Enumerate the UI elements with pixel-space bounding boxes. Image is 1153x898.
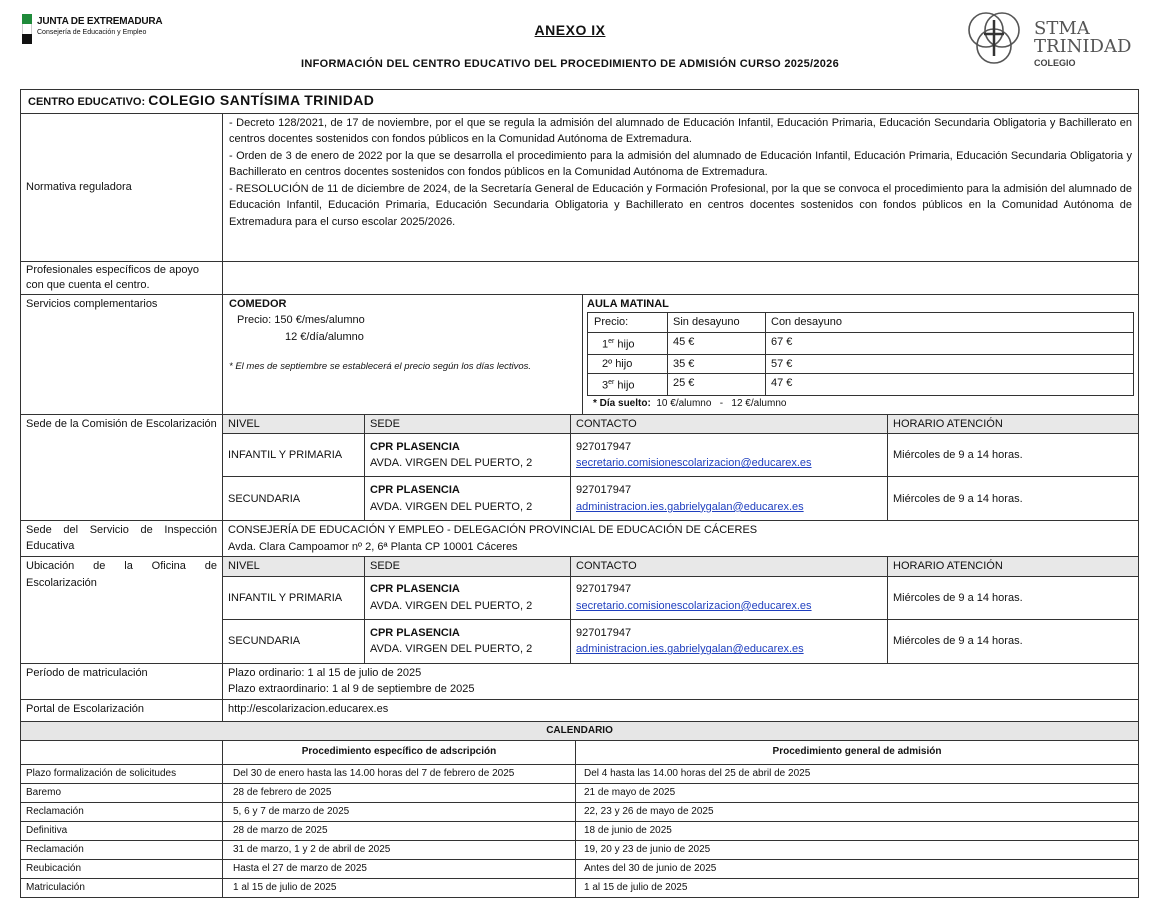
comision-sede-address-1: AVDA. VIRGEN DEL PUERTO, 2 xyxy=(370,457,533,470)
portal-row xyxy=(21,699,1139,721)
comision-nivel-1: INFANTIL Y PRIMARIA xyxy=(223,434,365,477)
calendario-general-1: Del 4 hasta las 14.00 horas del 25 de abril de 2025 xyxy=(576,764,1139,783)
calendario-label-1: Plazo formalización de solicitudes xyxy=(21,764,223,783)
comision-col-sede: SEDE xyxy=(365,414,571,434)
logo-text-trinidad: TRINIDAD xyxy=(1034,36,1132,57)
comision-phone-2: 927017947 xyxy=(576,484,632,497)
comision-col-horario: HORARIO ATENCIÓN xyxy=(888,414,1139,434)
comision-sede-name-2: CPR PLASENCIA xyxy=(370,484,460,497)
dia-suelto-label: * Día suelto: xyxy=(593,398,651,410)
logo-consejeria-name: Consejería de Educación y Empleo xyxy=(37,29,147,36)
oficina-sede-address-1: AVDA. VIRGEN DEL PUERTO, 2 xyxy=(370,599,533,612)
oficina-sede-address-2: AVDA. VIRGEN DEL PUERTO, 2 xyxy=(370,643,533,656)
calendario-adscripcion-5: 31 de marzo, 1 y 2 de abril de 2025 xyxy=(223,840,576,859)
calendario-row-reclamacion-2 xyxy=(21,840,1139,859)
calendario-general-6: Antes del 30 de junio de 2025 xyxy=(576,859,1139,878)
oficina-email-link-1[interactable]: secretario.comisionescolarizacion@educarex.es xyxy=(576,599,812,612)
comedor-price-day: 12 €/día/alumno xyxy=(285,330,364,343)
inspeccion-line2: Avda. Clara Campoamor nº 2, 6ª Planta CP 10001 Cáceres xyxy=(228,540,518,553)
calendario-general-2: 21 de mayo de 2025 xyxy=(576,783,1139,802)
comision-horario-2: Miércoles de 9 a 14 horas. xyxy=(888,477,1139,521)
normativa-decreto: - Decreto 128/2021, de 17 de noviembre, por el que se regula la admisión del alumnado de Educación Infantil, Educación Primaria, Educación Secundaria Obligatoria y Bachillerato en centros docentes sostenidos con fondos públicos en la Comunidad Autónoma de Extremadura. xyxy=(229,116,1133,145)
inspeccion-line1: CONSEJERÍA DE EDUCACIÓN Y EMPLEO - DELEGACIÓN PROVINCIAL DE EDUCACIÓN DE CÁCERES xyxy=(228,524,758,537)
calendario-general-4: 18 de junio de 2025 xyxy=(576,821,1139,840)
calendario-adscripcion-7: 1 al 15 de julio de 2025 xyxy=(223,878,576,897)
aula-head-precio: Precio: xyxy=(588,313,668,333)
profesionales-value xyxy=(223,261,1139,294)
oficina-col-nivel: NIVEL xyxy=(223,557,365,577)
comedor-title: COMEDOR xyxy=(229,297,287,310)
document-title: ANEXO IX xyxy=(534,22,606,38)
aula-matinal-head xyxy=(588,313,1134,333)
calendario-col-general: Procedimiento general de admisión xyxy=(576,740,1139,764)
centro-name: COLEGIO SANTÍSIMA TRINIDAD xyxy=(148,92,375,108)
logo-text-stma: STMA xyxy=(1034,18,1090,39)
oficina-header-row xyxy=(21,557,1139,577)
comision-col-contacto: CONTACTO xyxy=(571,414,888,434)
centro-label: CENTRO EDUCATIVO: xyxy=(28,96,146,108)
calendario-label-6: Reubicación xyxy=(21,859,223,878)
calendario-row-reclamacion-1 xyxy=(21,802,1139,821)
comision-email-link-2[interactable]: administracion.ies.gabrielygalan@educarex.es xyxy=(576,500,804,513)
comision-col-nivel: NIVEL xyxy=(223,414,365,434)
aula-row-1 xyxy=(588,332,1134,354)
matriculacion-ordinario: Plazo ordinario: 1 al 15 de julio de 2025 xyxy=(228,666,422,679)
comedor-note: * El mes de septiembre se establecerá el precio según los días lectivos. xyxy=(229,361,532,372)
calendario-row-definitiva xyxy=(21,821,1139,840)
dia-suelto xyxy=(587,396,1134,413)
oficina-horario-2: Miércoles de 9 a 14 horas. xyxy=(888,619,1139,663)
oficina-phone-2: 927017947 xyxy=(576,626,632,639)
calendario-row-reubicacion xyxy=(21,859,1139,878)
calendario-adscripcion-6: Hasta el 27 de marzo de 2025 xyxy=(223,859,576,878)
calendario-adscripcion-2: 28 de febrero de 2025 xyxy=(223,783,576,802)
colegio-logo xyxy=(962,6,1142,74)
oficina-col-contacto: CONTACTO xyxy=(571,557,888,577)
dia-suelto-value: 10 €/alumno - 12 €/alumno xyxy=(656,398,787,410)
portal-label: Portal de Escolarización xyxy=(21,699,223,721)
aula-sin-3: 25 € xyxy=(668,374,766,396)
trinity-rings-icon xyxy=(962,6,1034,74)
document-subtitle: INFORMACIÓN DEL CENTRO EDUCATIVO DEL PROCEDIMIENTO DE ADMISIÓN CURSO 2025/2026 xyxy=(300,58,840,70)
aula-sin-1: 45 € xyxy=(668,332,766,354)
calendario-adscripcion-4: 28 de marzo de 2025 xyxy=(223,821,576,840)
profesionales-row xyxy=(21,261,1139,294)
comision-email-link-1[interactable]: secretario.comisionescolarizacion@educarex.es xyxy=(576,457,812,470)
normativa-label: Normativa reguladora xyxy=(21,113,223,261)
calendario-header-row xyxy=(21,740,1139,764)
logo-text-colegio: COLEGIO xyxy=(1034,58,1076,68)
calendario-label-4: Definitiva xyxy=(21,821,223,840)
aula-row-3 xyxy=(588,374,1134,396)
calendario-col-adscripcion: Procedimiento específico de adscripción xyxy=(223,740,576,764)
calendario-row-solicitudes xyxy=(21,764,1139,783)
comision-horario-1: Miércoles de 9 a 14 horas. xyxy=(888,434,1139,477)
oficina-nivel-2: SECUNDARIA xyxy=(223,619,365,663)
aula-sin-2: 35 € xyxy=(668,354,766,374)
oficina-horario-1: Miércoles de 9 a 14 horas. xyxy=(888,576,1139,619)
oficina-nivel-1: INFANTIL Y PRIMARIA xyxy=(223,576,365,619)
aula-row-2 xyxy=(588,354,1134,374)
comision-sede-name-1: CPR PLASENCIA xyxy=(370,440,460,453)
inspeccion-label: Sede del Servicio de Inspección Educativa xyxy=(21,521,223,557)
calendario-general-7: 1 al 15 de julio de 2025 xyxy=(576,878,1139,897)
aula-con-3: 47 € xyxy=(766,374,1134,396)
inspeccion-row xyxy=(21,521,1139,557)
aula-matinal-prices xyxy=(587,312,1134,396)
centro-row xyxy=(21,90,1139,114)
calendario-label-2: Baremo xyxy=(21,783,223,802)
comision-label: Sede de la Comisión de Escolarización xyxy=(21,414,223,521)
comedor-price-month: Precio: 150 €/mes/alumno xyxy=(237,314,365,326)
calendario-adscripcion-1: Del 30 de enero hasta las 14.00 horas del 7 de febrero de 2025 xyxy=(223,764,576,783)
admission-info-table xyxy=(20,89,1139,898)
aula-head-con: Con desayuno xyxy=(766,313,1134,333)
servicios-label: Servicios complementarios xyxy=(21,294,223,414)
aula-hijo-1: 1er hijo xyxy=(588,332,668,354)
comision-nivel-2: SECUNDARIA xyxy=(223,477,365,521)
matriculacion-label: Período de matriculación xyxy=(21,663,223,699)
calendario-label-5: Reclamación xyxy=(21,840,223,859)
aula-hijo-3: 3er hijo xyxy=(588,374,668,396)
comision-header-row xyxy=(21,414,1139,434)
calendario-adscripcion-3: 5, 6 y 7 de marzo de 2025 xyxy=(223,802,576,821)
calendario-title: CALENDARIO xyxy=(21,721,1139,740)
aula-con-1: 67 € xyxy=(766,332,1134,354)
oficina-sede-name-2: CPR PLASENCIA xyxy=(370,626,460,639)
oficina-sede-name-1: CPR PLASENCIA xyxy=(370,583,460,596)
oficina-col-horario: HORARIO ATENCIÓN xyxy=(888,557,1139,577)
calendario-title-row xyxy=(21,721,1139,740)
aula-con-2: 57 € xyxy=(766,354,1134,374)
calendario-row-baremo xyxy=(21,783,1139,802)
calendario-row-matriculacion xyxy=(21,878,1139,897)
oficina-col-sede: SEDE xyxy=(365,557,571,577)
matriculacion-extraordinario: Plazo extraordinario: 1 al 9 de septiembre de 2025 xyxy=(228,683,475,696)
aula-matinal-title: AULA MATINAL xyxy=(587,297,669,310)
calendario-label-3: Reclamación xyxy=(21,802,223,821)
comision-phone-1: 927017947 xyxy=(576,440,632,453)
calendario-general-3: 22, 23 y 26 de mayo de 2025 xyxy=(576,802,1139,821)
logo-junta-name: JUNTA DE EXTREMADURA xyxy=(37,16,163,27)
aula-head-sin: Sin desayuno xyxy=(668,313,766,333)
oficina-phone-1: 927017947 xyxy=(576,583,632,596)
oficina-label: Ubicación de la Oficina de Escolarización xyxy=(21,557,223,664)
profesionales-label: Profesionales específicos de apoyo con que cuenta el centro. xyxy=(21,261,223,294)
normativa-orden: - Orden de 3 de enero de 2022 por la que se desarrolla el procedimiento para la admisión del alumnado de Educación Infantil, Educación Primaria, Educación Secundaria Obligatoria y Bachillerato en centros docentes sostenidos con fondos públicos en la Comunidad Autónoma de Extremadura. xyxy=(229,149,1133,178)
portal-url[interactable]: http://escolarizacion.educarex.es xyxy=(223,699,1139,721)
calendario-label-7: Matriculación xyxy=(21,878,223,897)
normativa-row xyxy=(21,113,1139,261)
aula-hijo-2: 2º hijo xyxy=(588,354,668,374)
normativa-resolucion: - RESOLUCIÓN de 11 de diciembre de 2024, de la Secretaría General de Educación y Formación Profesional, por la que se convoca el procedimiento para la admisión del alumnado de Educación Infantil, Educación Primaria, Educación Secundaria Obligatoria y Bachillerato en centros docentes sostenidos con fondos públicos en la Comunidad Autónoma de Extremadura para el curso escolar 2025/2026. xyxy=(229,182,1133,228)
calendario-general-5: 19, 20 y 23 de junio de 2025 xyxy=(576,840,1139,859)
matriculacion-row xyxy=(21,663,1139,699)
comision-sede-address-2: AVDA. VIRGEN DEL PUERTO, 2 xyxy=(370,500,533,513)
servicios-row xyxy=(21,294,1139,414)
oficina-email-link-2[interactable]: administracion.ies.gabrielygalan@educarex.es xyxy=(576,643,804,656)
